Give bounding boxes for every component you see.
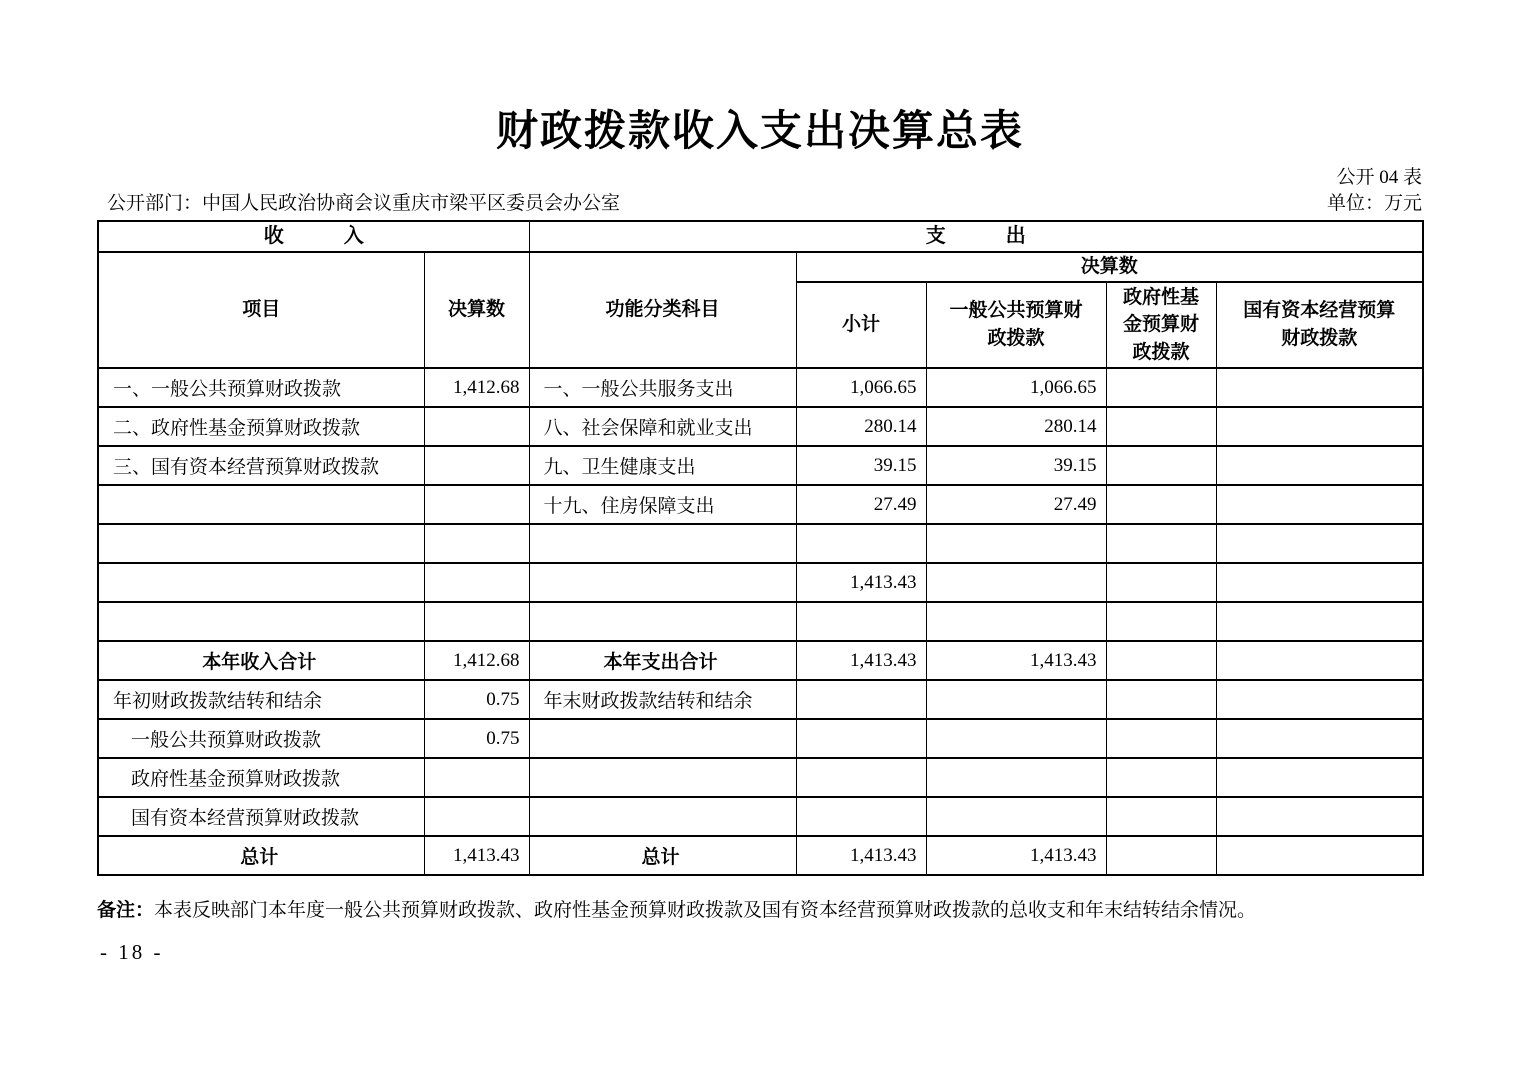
- state-capital-cell: [1216, 485, 1423, 524]
- income-amount-cell: 0.75: [424, 680, 529, 719]
- expense-item-cell: 九、卫生健康支出: [529, 446, 796, 485]
- table-row: [98, 446, 1423, 485]
- income-amount-cell: 1,412.68: [424, 641, 529, 680]
- subtotal-cell: 280.14: [796, 407, 926, 446]
- income-item-cell: [98, 602, 424, 641]
- income-amount-cell: [424, 758, 529, 797]
- income-amount-cell: [424, 602, 529, 641]
- section-header-row: [98, 221, 1423, 252]
- income-item-cell: [98, 563, 424, 602]
- income-item-cell: 年初财政拨款结转和结余: [98, 680, 424, 719]
- general-public-cell: [926, 680, 1106, 719]
- state-capital-cell: [1216, 524, 1423, 563]
- income-amount-cell: [424, 563, 529, 602]
- gov-fund-cell: [1106, 407, 1216, 446]
- expense-item-cell: 年末财政拨款结转和结余: [529, 680, 796, 719]
- income-section-header: 收 入: [98, 221, 529, 252]
- income-amount-cell: 1,412.68: [424, 368, 529, 407]
- subtotal-cell: [796, 719, 926, 758]
- subtotal-cell: [796, 602, 926, 641]
- general-public-cell: [926, 524, 1106, 563]
- expense-item-cell: [529, 797, 796, 836]
- expense-section-header: 支 出: [529, 221, 1423, 252]
- subtotal-cell: 39.15: [796, 446, 926, 485]
- income-item-cell: [98, 524, 424, 563]
- table-code: 公开 04 表: [1336, 167, 1422, 188]
- expense-item-cell: 十九、住房保障支出: [529, 485, 796, 524]
- expense-item-cell: [529, 602, 796, 641]
- income-item-cell: 一、一般公共预算财政拨款: [98, 368, 424, 407]
- table-row: [98, 680, 1423, 719]
- state-capital-cell: [1216, 407, 1423, 446]
- table-row: [98, 563, 1423, 602]
- state-capital-cell: [1216, 641, 1423, 680]
- general-public-cell: [926, 719, 1106, 758]
- table-row: [98, 602, 1423, 641]
- fiscal-summary-table: [97, 220, 1424, 876]
- gov-fund-cell: [1106, 758, 1216, 797]
- income-item-cell: 二、政府性基金预算财政拨款: [98, 407, 424, 446]
- gov-fund-cell: [1106, 836, 1216, 875]
- subtotal-cell: 1,413.43: [796, 563, 926, 602]
- subtotal-cell: [796, 758, 926, 797]
- income-amount-cell: [424, 407, 529, 446]
- gov-fund-cell: [1106, 719, 1216, 758]
- remark-text: 本表反映部门本年度一般公共预算财政拨款、政府性基金预算财政拨款及国有资本经营预算财政拨款的总收支和年末结转结余情况。: [154, 900, 1257, 921]
- subtotal-cell: 1,066.65: [796, 368, 926, 407]
- table-row: [98, 407, 1423, 446]
- expense-item-cell: 一、一般公共服务支出: [529, 368, 796, 407]
- expense-final-accounts-header: 决算数: [796, 252, 1423, 282]
- state-capital-cell: [1216, 602, 1423, 641]
- state-capital-cell: [1216, 836, 1423, 875]
- col-header-gov-fund: 政府性基金预算财政拨款: [1106, 282, 1216, 369]
- subtotal-cell: [796, 524, 926, 563]
- subtotal-cell: 1,413.43: [796, 836, 926, 875]
- table-row: [98, 758, 1423, 797]
- table-row: [98, 368, 1423, 407]
- col-header-amount: 决算数: [424, 252, 529, 368]
- remark-label: 备注：: [97, 900, 155, 921]
- general-public-cell: 1,066.65: [926, 368, 1106, 407]
- gov-fund-cell: [1106, 602, 1216, 641]
- page-number: - 18 -: [100, 940, 164, 964]
- income-amount-cell: 0.75: [424, 719, 529, 758]
- col-header-general-public: 一般公共预算财政拨款: [926, 282, 1106, 369]
- table-row: [98, 797, 1423, 836]
- table-row: [98, 836, 1423, 875]
- state-capital-cell: [1216, 758, 1423, 797]
- gov-fund-cell: [1106, 368, 1216, 407]
- expense-item-cell: 本年支出合计: [529, 641, 796, 680]
- col-header-function: 功能分类科目: [529, 252, 796, 368]
- table-row: [98, 719, 1423, 758]
- col-header-subtotal: 小计: [796, 282, 926, 369]
- remark: [97, 898, 1460, 925]
- col-header-state-capital: 国有资本经营预算财政拨款: [1216, 282, 1423, 369]
- gov-fund-cell: [1106, 524, 1216, 563]
- department-label: 公开部门：中国人民政治协商会议重庆市梁平区委员会办公室: [107, 193, 621, 214]
- unit-label: 单位：万元: [1326, 193, 1422, 214]
- income-item-cell: 总计: [98, 836, 424, 875]
- expense-item-cell: [529, 563, 796, 602]
- state-capital-cell: [1216, 563, 1423, 602]
- subtotal-cell: 1,413.43: [796, 641, 926, 680]
- income-amount-cell: [424, 797, 529, 836]
- income-amount-cell: 1,413.43: [424, 836, 529, 875]
- table-row: [98, 485, 1423, 524]
- gov-fund-cell: [1106, 797, 1216, 836]
- table-row: [98, 524, 1423, 563]
- general-public-cell: 280.14: [926, 407, 1106, 446]
- general-public-cell: [926, 758, 1106, 797]
- income-item-cell: 国有资本经营预算财政拨款: [98, 797, 424, 836]
- expense-item-cell: 总计: [529, 836, 796, 875]
- income-amount-cell: [424, 524, 529, 563]
- general-public-cell: 27.49: [926, 485, 1106, 524]
- expense-item-cell: 八、社会保障和就业支出: [529, 407, 796, 446]
- general-public-cell: 39.15: [926, 446, 1106, 485]
- general-public-cell: 1,413.43: [926, 641, 1106, 680]
- meta-row: [97, 188, 1422, 215]
- gov-fund-cell: [1106, 563, 1216, 602]
- col-header-item: 项目: [98, 252, 424, 368]
- income-amount-cell: [424, 446, 529, 485]
- state-capital-cell: [1216, 719, 1423, 758]
- expense-item-cell: [529, 758, 796, 797]
- income-item-cell: 一般公共预算财政拨款: [98, 719, 424, 758]
- gov-fund-cell: [1106, 680, 1216, 719]
- income-item-cell: 政府性基金预算财政拨款: [98, 758, 424, 797]
- gov-fund-cell: [1106, 641, 1216, 680]
- subtotal-cell: [796, 797, 926, 836]
- state-capital-cell: [1216, 368, 1423, 407]
- expense-item-cell: [529, 719, 796, 758]
- page-title: 财政拨款收入支出决算总表: [495, 109, 1024, 155]
- general-public-cell: [926, 602, 1106, 641]
- table-row: [98, 641, 1423, 680]
- general-public-cell: 1,413.43: [926, 836, 1106, 875]
- gov-fund-cell: [1106, 485, 1216, 524]
- state-capital-cell: [1216, 446, 1423, 485]
- subheader-row: [98, 252, 1423, 282]
- income-amount-cell: [424, 485, 529, 524]
- expense-item-cell: [529, 524, 796, 563]
- general-public-cell: [926, 797, 1106, 836]
- income-item-cell: [98, 485, 424, 524]
- subtotal-cell: 27.49: [796, 485, 926, 524]
- income-item-cell: 三、国有资本经营预算财政拨款: [98, 446, 424, 485]
- table-body: [98, 368, 1423, 875]
- state-capital-cell: [1216, 680, 1423, 719]
- income-item-cell: 本年收入合计: [98, 641, 424, 680]
- subtotal-cell: [796, 680, 926, 719]
- gov-fund-cell: [1106, 446, 1216, 485]
- general-public-cell: [926, 563, 1106, 602]
- state-capital-cell: [1216, 797, 1423, 836]
